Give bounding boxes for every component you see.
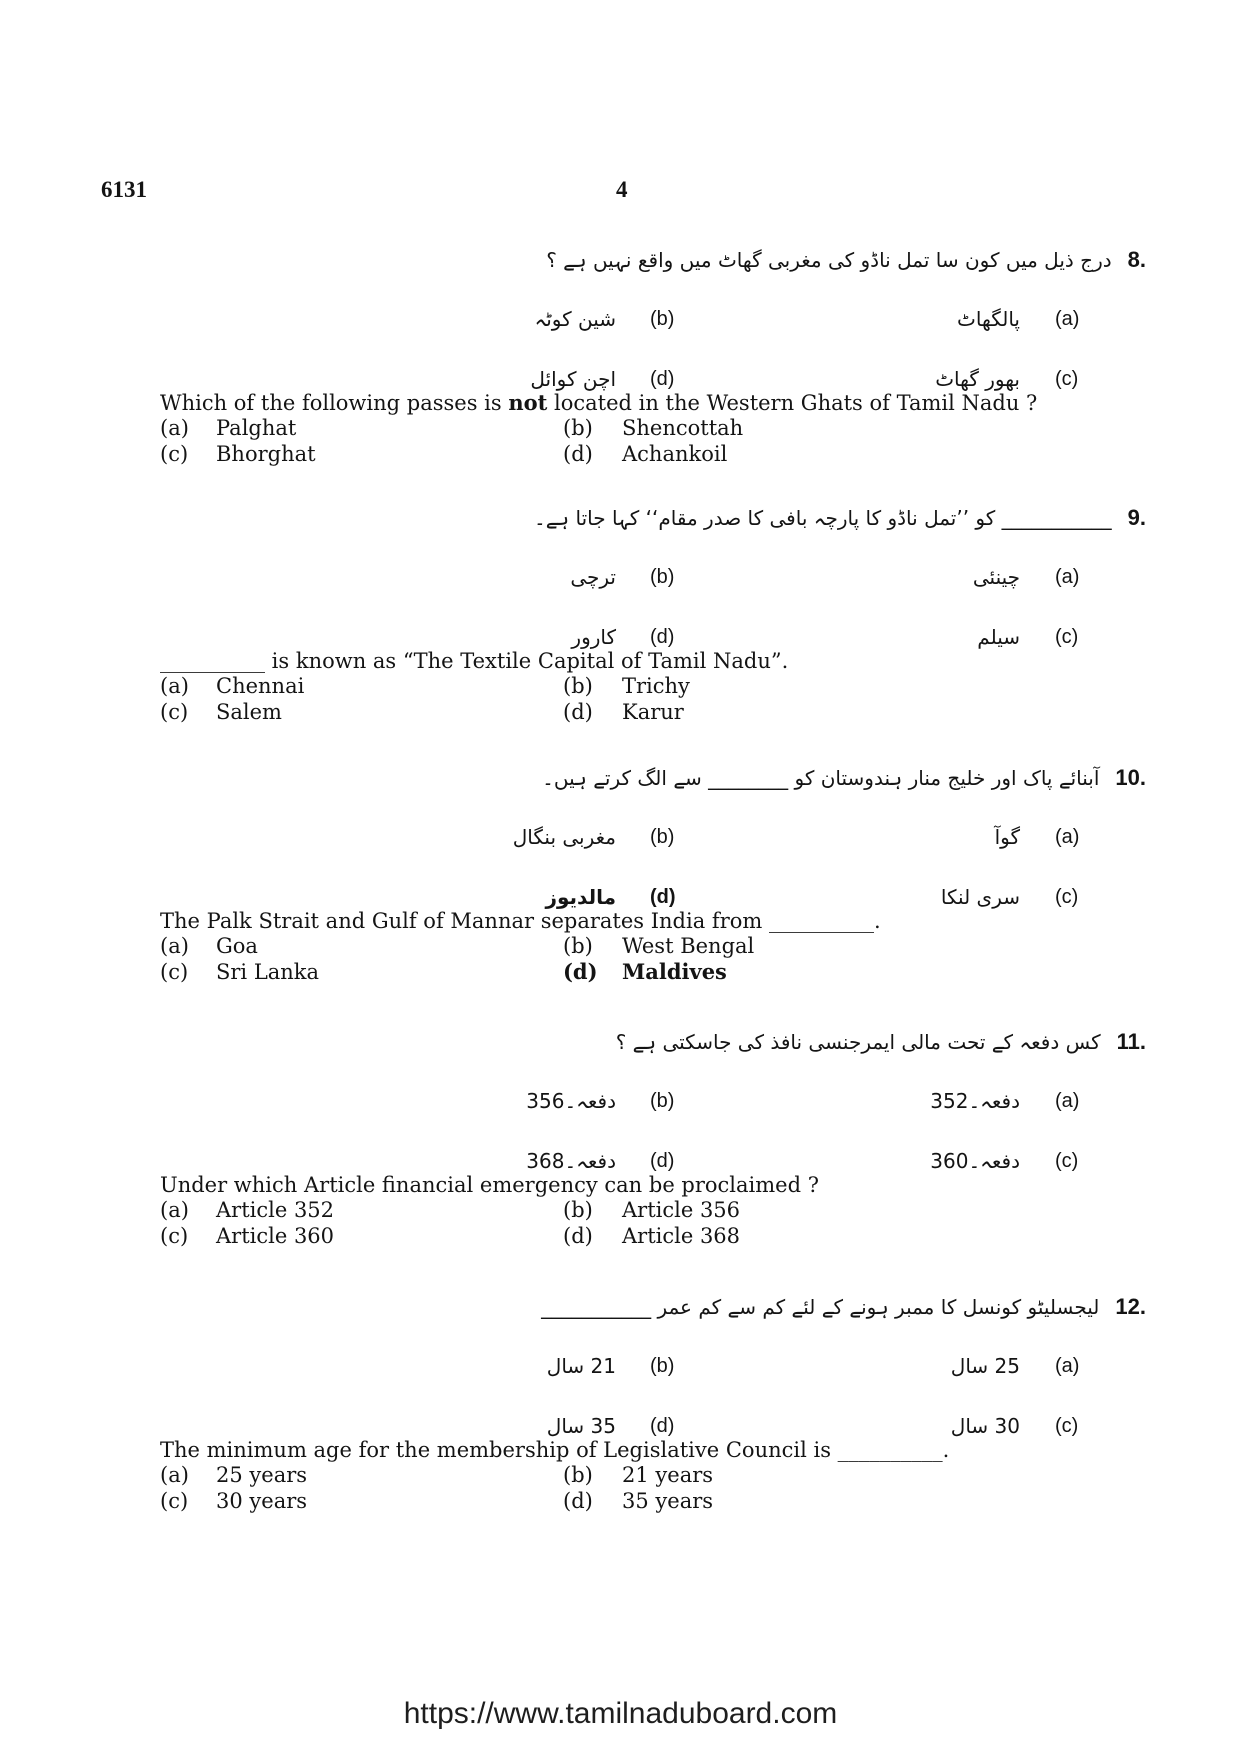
english-option-d-text: Karur xyxy=(622,700,684,724)
english-option-a-label: (a) xyxy=(160,416,189,440)
urdu-question xyxy=(541,1290,1146,1324)
english-option-c-text: Article 360 xyxy=(216,1224,335,1248)
english-option-d-text: 35 years xyxy=(622,1489,714,1513)
question-number: 9. xyxy=(1127,505,1146,530)
english-option-a-text: Chennai xyxy=(216,674,305,698)
english-option-d-label: (d) xyxy=(563,959,598,984)
urdu-option-c-label: (c) xyxy=(1055,886,1079,908)
urdu-question-text: آبنائے پاک اور خلیج منار ہندوستان کو ________ سے الگ کرتے ہیں۔ xyxy=(542,766,1100,790)
urdu-option-b-text: مغربی بنگال xyxy=(512,825,616,849)
english-option-d-label: (d) xyxy=(563,1489,593,1513)
english-option-b-text: West Bengal xyxy=(622,934,755,958)
english-option-a-text: 25 years xyxy=(216,1463,308,1487)
english-option-c-text: Sri Lanka xyxy=(216,960,320,984)
urdu-options-row xyxy=(0,1349,1241,1383)
urdu-option-d-label: (d) xyxy=(650,368,675,390)
english-question: __________ is known as “The Textile Capital of Tamil Nadu”. xyxy=(160,649,789,673)
urdu-option-a-text: چینئی xyxy=(972,565,1020,589)
english-option-b-label: (b) xyxy=(563,934,593,958)
urdu-question-text: کس دفعہ کے تحت مالی ایمرجنسی نافذ کی جاسکتی ہے ؟ xyxy=(615,1030,1101,1054)
english-question: Under which Article financial emergency can be proclaimed ? xyxy=(160,1173,819,1197)
urdu-option-c-label: (c) xyxy=(1055,1415,1079,1437)
urdu-options-row xyxy=(0,302,1241,336)
english-option-c-label: (c) xyxy=(160,1224,189,1248)
english-option-a-label: (a) xyxy=(160,934,189,958)
urdu-question-text: درج ذیل میں کون سا تمل ناڈو کی مغربی گھاٹ میں واقع نہیں ہے ؟ xyxy=(546,248,1112,272)
english-options-row xyxy=(0,1488,1241,1514)
urdu-option-b-text: دفعہ۔356 xyxy=(526,1089,616,1113)
urdu-options-row xyxy=(0,820,1241,854)
english-option-d-text: Maldives xyxy=(622,959,727,984)
urdu-option-a-label: (a) xyxy=(1055,1355,1080,1377)
urdu-option-d-text: کارور xyxy=(571,625,616,649)
english-option-a-label: (a) xyxy=(160,1463,189,1487)
english-option-d-label: (d) xyxy=(563,700,593,724)
urdu-question xyxy=(616,1025,1146,1059)
english-options-row xyxy=(0,933,1241,959)
english-option-c-text: 30 years xyxy=(216,1489,308,1513)
english-options-row xyxy=(0,673,1241,699)
urdu-option-c-label: (c) xyxy=(1055,1150,1079,1172)
english-options-row xyxy=(0,699,1241,725)
question-9 xyxy=(0,501,1241,731)
urdu-option-a-label: (a) xyxy=(1055,1090,1080,1112)
english-options-row xyxy=(0,959,1241,985)
english-question-emphasis: not xyxy=(508,390,548,415)
question-11 xyxy=(0,1025,1241,1255)
english-options-row xyxy=(0,441,1241,467)
english-option-a-text: Article 352 xyxy=(216,1198,335,1222)
urdu-option-c-label: (c) xyxy=(1055,626,1079,648)
english-options-row xyxy=(0,1223,1241,1249)
english-option-a-text: Goa xyxy=(216,934,258,958)
english-option-b-text: 21 years xyxy=(622,1463,714,1487)
question-number: 12. xyxy=(1115,1294,1146,1319)
english-options-row xyxy=(0,1197,1241,1223)
english-question xyxy=(160,390,1037,416)
english-question-part: located in the Western Ghats of Tamil Nadu ? xyxy=(547,391,1038,415)
urdu-option-a-text: 25 سال xyxy=(950,1354,1020,1378)
urdu-options-row xyxy=(0,560,1241,594)
urdu-option-b-label: (b) xyxy=(650,1090,675,1112)
english-option-c-label: (c) xyxy=(160,700,189,724)
english-question-part: Which of the following passes is xyxy=(160,391,509,415)
english-option-c-label: (c) xyxy=(160,1489,189,1513)
question-number: 11. xyxy=(1116,1029,1146,1054)
english-option-b-label: (b) xyxy=(563,1463,593,1487)
english-option-c-label: (c) xyxy=(160,960,189,984)
urdu-option-a-label: (a) xyxy=(1055,566,1080,588)
english-question: The minimum age for the membership of Legislative Council is __________. xyxy=(160,1438,950,1462)
urdu-option-d-text: 35 سال xyxy=(546,1414,616,1438)
urdu-option-d-label: (d) xyxy=(650,1415,675,1437)
urdu-option-d-label: (d) xyxy=(650,1150,675,1172)
question-number: 10. xyxy=(1115,765,1146,790)
english-option-b-text: Trichy xyxy=(622,674,690,698)
urdu-option-b-text: شین کوٹہ xyxy=(534,307,616,331)
english-option-d-text: Achankoil xyxy=(622,442,728,466)
english-option-a-label: (a) xyxy=(160,674,189,698)
english-options-row xyxy=(0,415,1241,441)
english-option-d-label: (d) xyxy=(563,442,593,466)
english-option-b-label: (b) xyxy=(563,1198,593,1222)
urdu-option-a-label: (a) xyxy=(1055,308,1080,330)
english-option-b-label: (b) xyxy=(563,674,593,698)
urdu-question-text: لیجسلیٹو کونسل کا ممبر ہونے کے لئے کم سے کم عمر ___________ xyxy=(541,1295,1100,1319)
english-option-a-text: Palghat xyxy=(216,416,297,440)
urdu-question xyxy=(546,243,1146,277)
urdu-option-d-text: اچن کوائل xyxy=(530,367,616,391)
english-option-d-text: Article 368 xyxy=(622,1224,741,1248)
urdu-option-d-text: مالدیوز xyxy=(545,885,616,909)
urdu-options-row xyxy=(0,1084,1241,1118)
english-option-c-label: (c) xyxy=(160,442,189,466)
urdu-question xyxy=(534,501,1146,535)
urdu-option-c-text: دفعہ۔360 xyxy=(930,1149,1020,1173)
english-option-b-text: Shencottah xyxy=(622,416,744,440)
question-12 xyxy=(0,1290,1241,1520)
english-options-row xyxy=(0,1462,1241,1488)
urdu-option-c-text: سیلم xyxy=(977,625,1020,649)
urdu-option-c-label: (c) xyxy=(1055,368,1079,390)
page-number: 4 xyxy=(616,177,628,202)
urdu-option-b-label: (b) xyxy=(650,308,675,330)
english-option-c-text: Salem xyxy=(216,700,282,724)
urdu-option-b-label: (b) xyxy=(650,826,675,848)
urdu-question xyxy=(542,761,1146,795)
urdu-option-c-text: 30 سال xyxy=(950,1414,1020,1438)
urdu-option-a-text: پالگھاٹ xyxy=(957,307,1020,331)
footer-url: https://www.tamilnaduboard.com xyxy=(403,1697,838,1730)
english-option-b-label: (b) xyxy=(563,416,593,440)
english-option-c-text: Bhorghat xyxy=(216,442,316,466)
english-option-d-label: (d) xyxy=(563,1224,593,1248)
question-10 xyxy=(0,761,1241,991)
paper-code: 6131 xyxy=(101,177,147,202)
english-option-a-label: (a) xyxy=(160,1198,189,1222)
urdu-question-text: ___________ کو ’’تمل ناڈو کا پارچہ بافی کا صدر مقام‘‘ کہا جاتا ہے۔ xyxy=(533,506,1112,530)
english-question: The Palk Strait and Gulf of Mannar separates India from __________. xyxy=(160,909,881,933)
urdu-option-b-label: (b) xyxy=(650,1355,675,1377)
urdu-option-a-text: گوآ xyxy=(994,825,1020,849)
urdu-option-d-label: (d) xyxy=(650,626,675,648)
urdu-option-b-text: 21 سال xyxy=(546,1354,616,1378)
urdu-option-d-text: دفعہ۔368 xyxy=(526,1149,616,1173)
english-option-b-text: Article 356 xyxy=(622,1198,741,1222)
urdu-option-a-text: دفعہ۔352 xyxy=(930,1089,1020,1113)
urdu-option-c-text: بھور گھاٹ xyxy=(935,367,1020,391)
urdu-option-c-text: سری لنکا xyxy=(940,885,1020,909)
urdu-option-d-label: (d) xyxy=(650,886,676,908)
urdu-option-b-text: ترچی xyxy=(570,565,616,589)
urdu-option-a-label: (a) xyxy=(1055,826,1080,848)
urdu-option-b-label: (b) xyxy=(650,566,675,588)
question-8 xyxy=(0,243,1241,473)
question-number: 8. xyxy=(1127,247,1146,272)
